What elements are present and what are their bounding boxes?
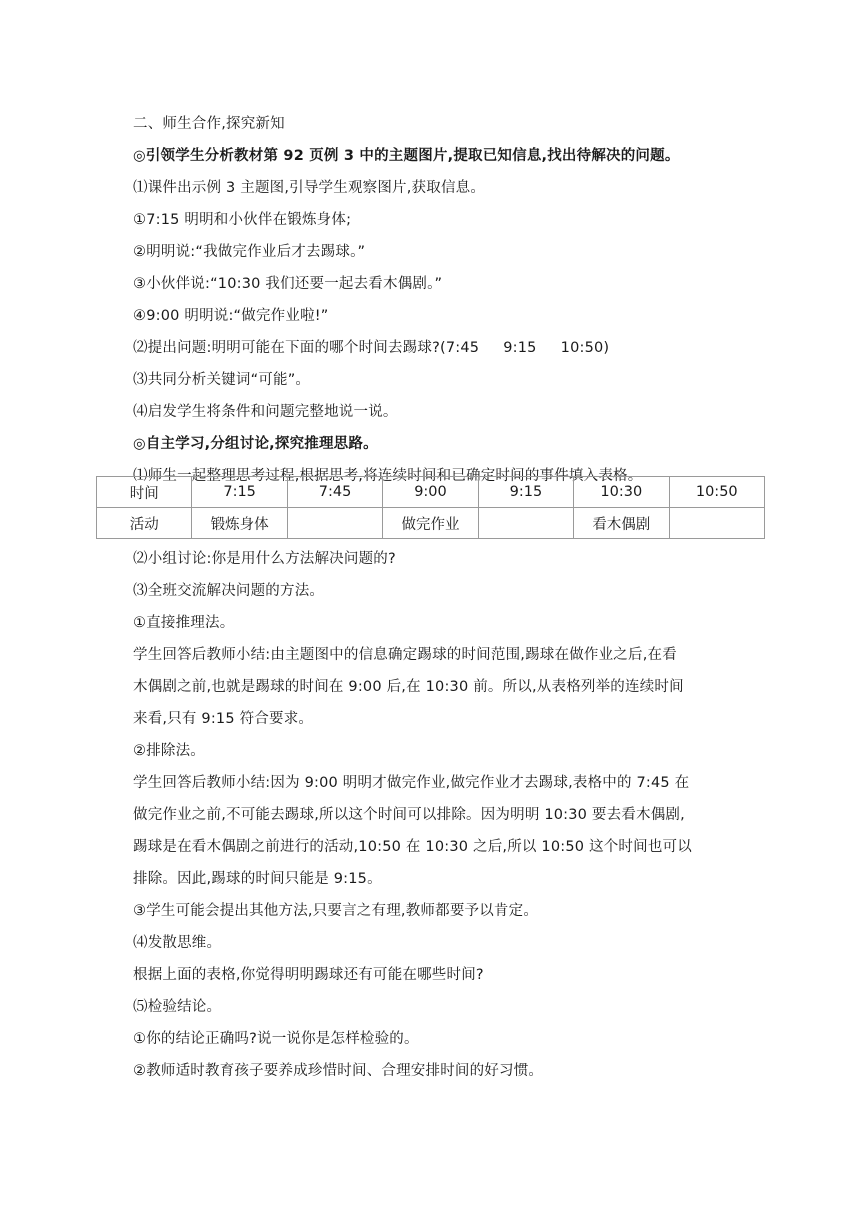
paragraph: ④9:00 明明说:“做完作业啦!”	[133, 308, 329, 324]
paragraph: ⑴课件出示例 3 主题图,引导学生观察图片,获取信息。	[133, 180, 486, 196]
paragraph: ③小伙伴说:“10:30 我们还要一起去看木偶剧。”	[133, 276, 443, 292]
table-cell: 9:15	[478, 477, 573, 508]
table-row	[97, 477, 765, 508]
table-cell	[669, 508, 764, 539]
paragraph: ②排除法。	[133, 743, 205, 759]
paragraph: ⑸检验结论。	[133, 999, 222, 1015]
paragraph-line: 学生回答后教师小结:因为 9:00 明明才做完作业,做完作业才去踢球,表格中的 7:45 在	[133, 775, 690, 791]
table-cell: 10:30	[574, 477, 669, 508]
paragraph-line: 踢球是在看木偶剧之前进行的活动,10:50 在 10:30 之后,所以 10:50 这个时间也可以	[133, 839, 692, 855]
table-cell: 活动	[97, 508, 192, 539]
table-cell: 7:15	[192, 477, 287, 508]
paragraph: ⑵小组讨论:你是用什么方法解决问题的?	[133, 551, 396, 567]
paragraph: ①你的结论正确吗?说一说你是怎样检验的。	[133, 1031, 419, 1047]
table-cell	[478, 508, 573, 539]
table-cell: 做完作业	[383, 508, 478, 539]
subheading-self-study: ◎自主学习,分组讨论,探究推理思路。	[133, 436, 378, 452]
time-activity-table	[96, 476, 765, 539]
paragraph: ②教师适时教育孩子要养成珍惜时间、合理安排时间的好习惯。	[133, 1063, 544, 1079]
table-row	[97, 508, 765, 539]
table-cell: 10:50	[669, 477, 764, 508]
paragraph-line: 学生回答后教师小结:由主题图中的信息确定踢球的时间范围,踢球在做作业之后,在看	[133, 647, 677, 663]
paragraph-line: 排除。因此,踢球的时间只能是 9:15。	[133, 871, 382, 887]
subheading-analyze: ◎引领学生分析教材第 92 页例 3 中的主题图片,提取已知信息,找出待解决的问题。	[133, 148, 680, 164]
paragraph: ①直接推理法。	[133, 615, 235, 631]
content-bottom	[133, 543, 733, 1087]
paragraph: ⑴师生一起整理思考过程,根据思考,将连续时间和已确定时间的事件填入表格。	[133, 468, 643, 484]
content-top	[133, 108, 733, 492]
paragraph: 根据上面的表格,你觉得明明踢球还有可能在哪些时间?	[133, 967, 484, 983]
paragraph-line: 来看,只有 9:15 符合要求。	[133, 711, 314, 727]
paragraph: ③学生可能会提出其他方法,只要言之有理,教师都要予以肯定。	[133, 903, 539, 919]
paragraph: ⑶共同分析关键词“可能”。	[133, 372, 311, 388]
paragraph: ⑷发散思维。	[133, 935, 222, 951]
section-heading: 二、师生合作,探究新知	[133, 116, 285, 132]
table-cell: 时间	[97, 477, 192, 508]
paragraph-line: 做完作业之前,不可能去踢球,所以这个时间可以排除。因为明明 10:30 要去看木偶剧,	[133, 807, 685, 823]
table-cell: 看木偶剧	[574, 508, 669, 539]
paragraph: ②明明说:“我做完作业后才去踢球。”	[133, 244, 366, 260]
table-cell: 9:00	[383, 477, 478, 508]
paragraph-line: 木偶剧之前,也就是踢球的时间在 9:00 后,在 10:30 前。所以,从表格列举的连续时间	[133, 679, 684, 695]
table-cell: 锻炼身体	[192, 508, 287, 539]
paragraph: ⑷启发学生将条件和问题完整地说一说。	[133, 404, 398, 420]
paragraph: ⑵提出问题:明明可能在下面的哪个时间去踢球?(7:45 9:15 10:50)	[133, 340, 610, 356]
paragraph: ①7:15 明明和小伙伴在锻炼身体;	[133, 212, 352, 228]
paragraph: ⑶全班交流解决问题的方法。	[133, 583, 325, 599]
table-cell	[287, 508, 382, 539]
table-cell: 7:45	[287, 477, 382, 508]
